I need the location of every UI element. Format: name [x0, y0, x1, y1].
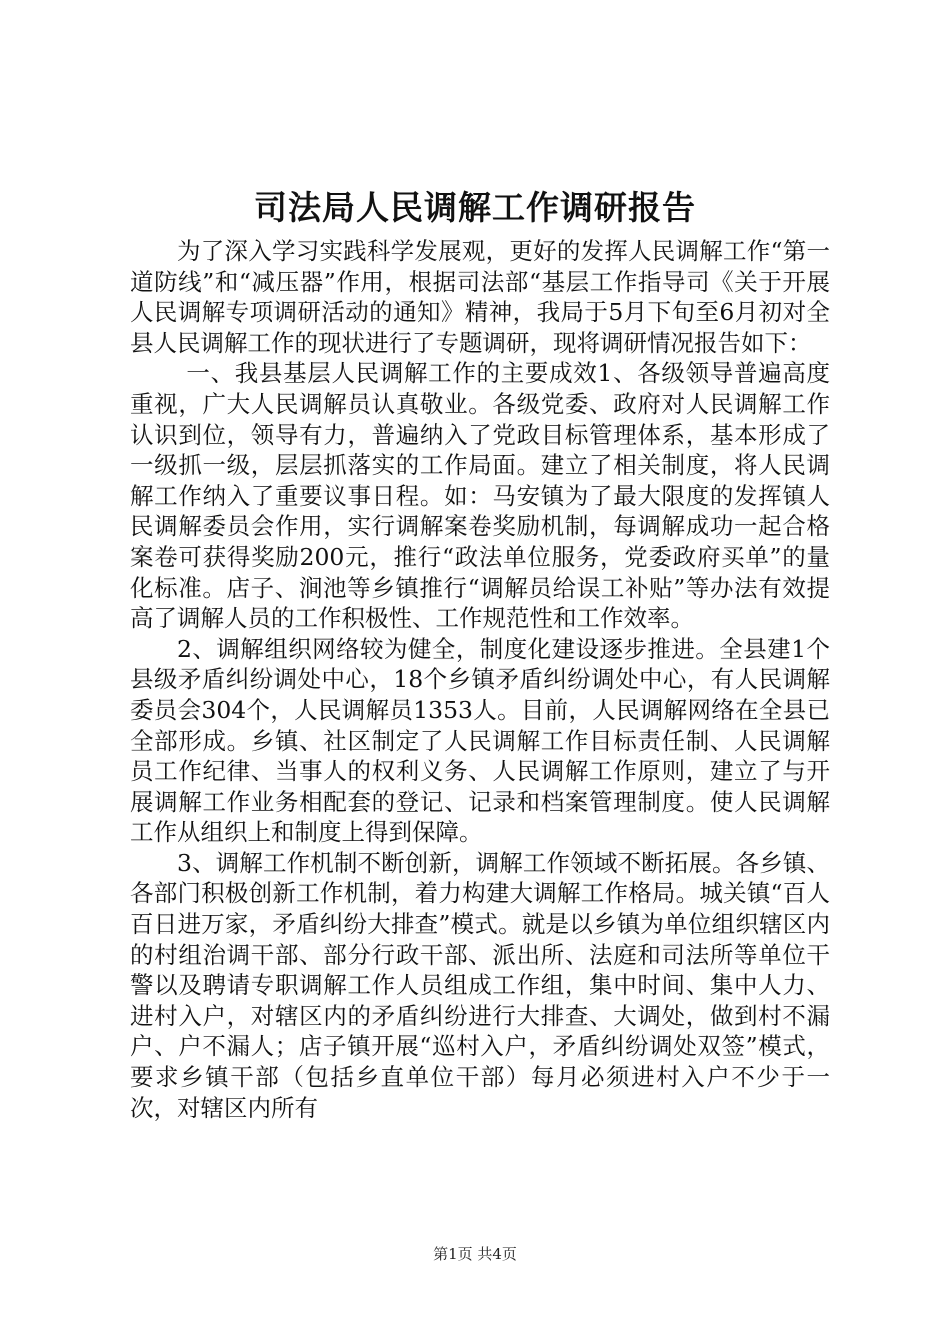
paragraph-item-3: 3、调解工作机制不断创新，调解工作领域不断拓展。各乡镇、各部门积极创新工作机制，着力构建大调解工作格局。城关镇“百人百日进万家，矛盾纠纷大排查”模式。就是以乡镇为单位组织辖区内的村组治调干部、部分行政干部、派出所、法庭和司法所等单位干警以及聘请专职调解工作人员组成工作组，集中时间、集中人力、进村入户，对辖区内的矛盾纠纷进行大排查、大调处，做到村不漏户、户不漏人；店子镇开展“巡村入户，矛盾纠纷调处双签”模式，要求乡镇干部（包括乡直单位干部）每月必须进村入户不少于一次，对辖区内所有	[130, 848, 830, 1122]
paragraph-section-1: 一、我县基层人民调解工作的主要成效1、各级领导普遍高度重视，广大人民调解员认真敬业。各级党委、政府对人民调解工作认识到位，领导有力，普遍纳入了党政目标管理体系，基本形成了一级抓一级，层层抓落实的工作局面。建立了相关制度，将人民调解工作纳入了重要议事日程。如：马安镇为了最大限度的发挥镇人民调解委员会作用，实行调解案卷奖励机制，每调解成功一起合格案卷可获得奖励200元，推行“政法单位服务，党委政府买单”的量化标准。店子、涧池等乡镇推行“调解员给误工补贴”等办法有效提高了调解人员的工作积极性、工作规范性和工作效率。	[130, 359, 830, 633]
paragraph-intro: 为了深入学习实践科学发展观，更好的发挥人民调解工作“第一道防线”和“减压器”作用，根据司法部“基层工作指导司《关于开展人民调解专项调研活动的通知》精神，我局于5月下旬至6月初对全县人民调解工作的现状进行了专题调研，现将调研情况报告如下：	[130, 237, 830, 357]
document-title: 司法局人民调解工作调研报告	[254, 188, 696, 227]
page-footer: 第1页 共4页	[433, 1245, 517, 1263]
paragraph-item-2: 2、调解组织网络较为健全，制度化建设逐步推进。全县建1个县级矛盾纠纷调处中心，18个乡镇矛盾纠纷调处中心，有人民调解委员会304个，人民调解员1353人。目前，人民调解网络在全县已全部形成。乡镇、社区制定了人民调解工作目标责任制、人民调解员工作纪律、当事人的权利义务、人民调解工作原则，建立了与开展调解工作业务相配套的登记、记录和档案管理制度。使人民调解工作从组织上和制度上得到保障。	[130, 634, 830, 847]
document-body	[130, 236, 830, 1123]
